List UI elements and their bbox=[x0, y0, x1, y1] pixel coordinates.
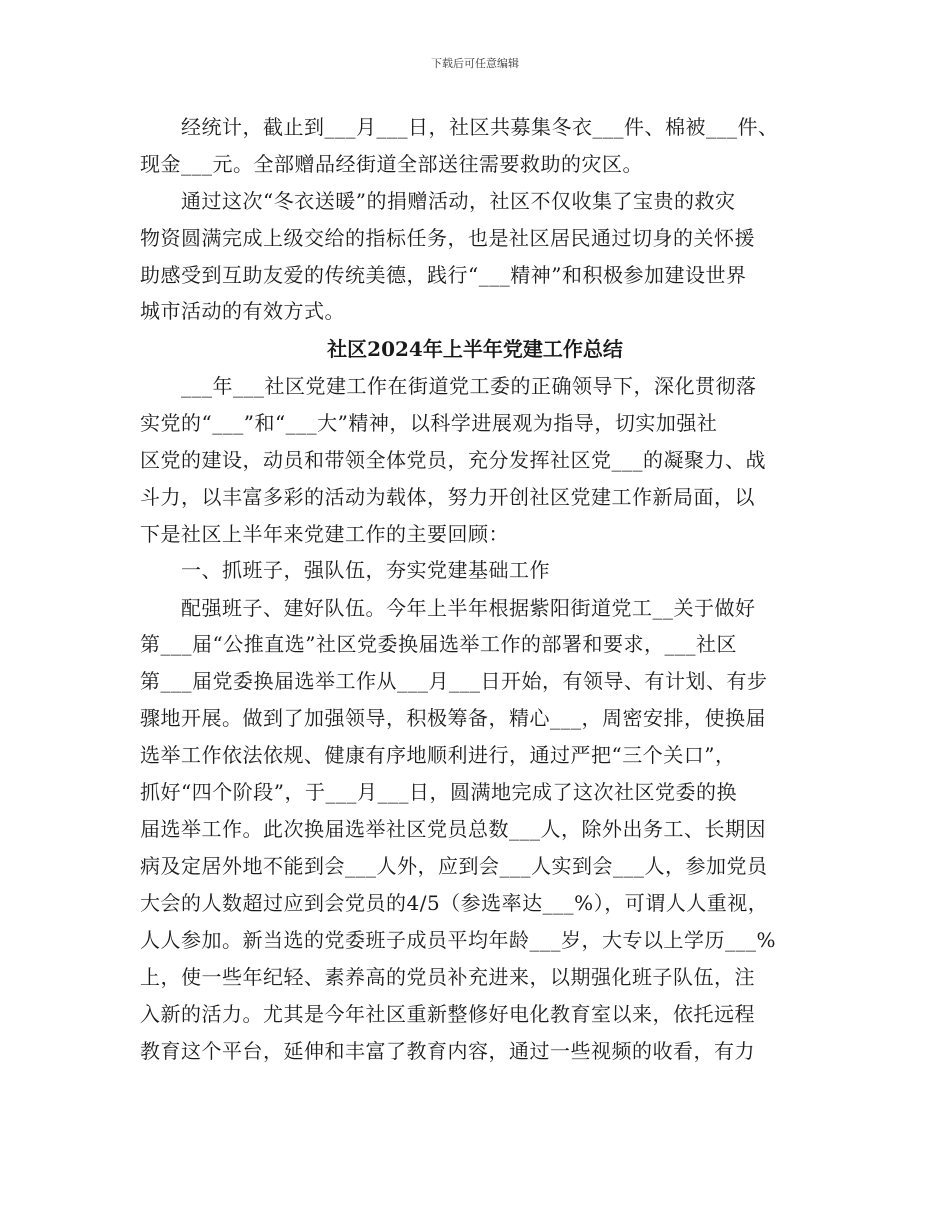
paragraph-line: 助感受到互助友爱的传统美德，践行“___精神”和积极参加建设世界 bbox=[140, 263, 747, 287]
paragraph-line: 实党的“___”和“___大”精神，以科学进展观为指导，切实加强社 bbox=[140, 411, 718, 435]
paragraph-line: 第___届“公推直选”社区党委换届选举工作的部署和要求，___社区 bbox=[140, 632, 737, 656]
paragraph-line: 现金___元。全部赠品经街道全部送往需要救助的灾区。 bbox=[140, 152, 643, 176]
paragraph-line: 斗力，以丰富多彩的活动为载体，努力开创社区党建工作新局面，以 bbox=[140, 485, 755, 509]
paragraph-line: 城市活动的有效方式。 bbox=[140, 299, 345, 323]
paragraph-line: 第___届党委换届选举工作从___月___日开始，有领导、有计划、有步 bbox=[140, 669, 768, 693]
paragraph-line: 骤地开展。做到了加强领导，积极筹备，精心___，周密安排，使换届 bbox=[140, 706, 766, 730]
paragraph-line: 选举工作依法依规、健康有序地顺利进行，通过严把“三个关口”， bbox=[140, 743, 736, 767]
subheading-line: 一、抓班子，强队伍，夯实党建基础工作 bbox=[140, 558, 550, 582]
paragraph-line: ___年___社区党建工作在街道党工委的正确领导下，深化贯彻落 bbox=[140, 374, 757, 398]
paragraph-line: 人人参加。新当选的党委班子成员平均年龄___岁，大专以上学历___% bbox=[140, 928, 777, 952]
paragraph-line: 抓好“四个阶段”，于___月___日，圆满地完成了这次社区党委的换 bbox=[140, 780, 737, 804]
page-header: 下载后可任意编辑 bbox=[431, 57, 519, 70]
paragraph-line: 届选举工作。此次换届选举社区党员总数___人，除外出务工、长期因 bbox=[140, 817, 766, 841]
paragraph-line: 区党的建设，动员和带领全体党员，充分发挥社区党___的凝聚力、战 bbox=[140, 448, 766, 472]
paragraph-line: 入新的活力。尤其是今年社区重新整修好电化教育室以来，依托远程 bbox=[140, 1002, 755, 1026]
paragraph-line: 教育这个平台，延伸和丰富了教育内容，通过一些视频的收看，有力 bbox=[140, 1039, 755, 1063]
paragraph-line: 病及定居外地不能到会___人外，应到会___人实到会___人，参加党员 bbox=[140, 854, 768, 878]
section-title: 社区2024年上半年党建工作总结 bbox=[327, 337, 623, 361]
paragraph-line: 上，使一些年纪轻、素养高的党员补充进来，以期强化班子队伍，注 bbox=[140, 965, 755, 989]
paragraph-line: 经统计，截止到___月___日，社区共募集冬衣___件、棉被___件、 bbox=[140, 115, 779, 139]
paragraph-line: 配强班子、建好队伍。今年上半年根据紫阳街道党工__关于做好 bbox=[140, 596, 756, 620]
paragraph-line: 通过这次“冬衣送暖”的捐赠活动，社区不仅收集了宝贵的救灾 bbox=[140, 189, 736, 213]
paragraph-line: 下是社区上半年来党建工作的主要回顾： bbox=[140, 522, 509, 546]
paragraph-line: 物资圆满完成上级交给的指标任务，也是社区居民通过切身的关怀援 bbox=[140, 226, 755, 250]
paragraph-line: 大会的人数超过应到会党员的4/5（参选率达___%），可谓人人重视， bbox=[140, 891, 769, 915]
